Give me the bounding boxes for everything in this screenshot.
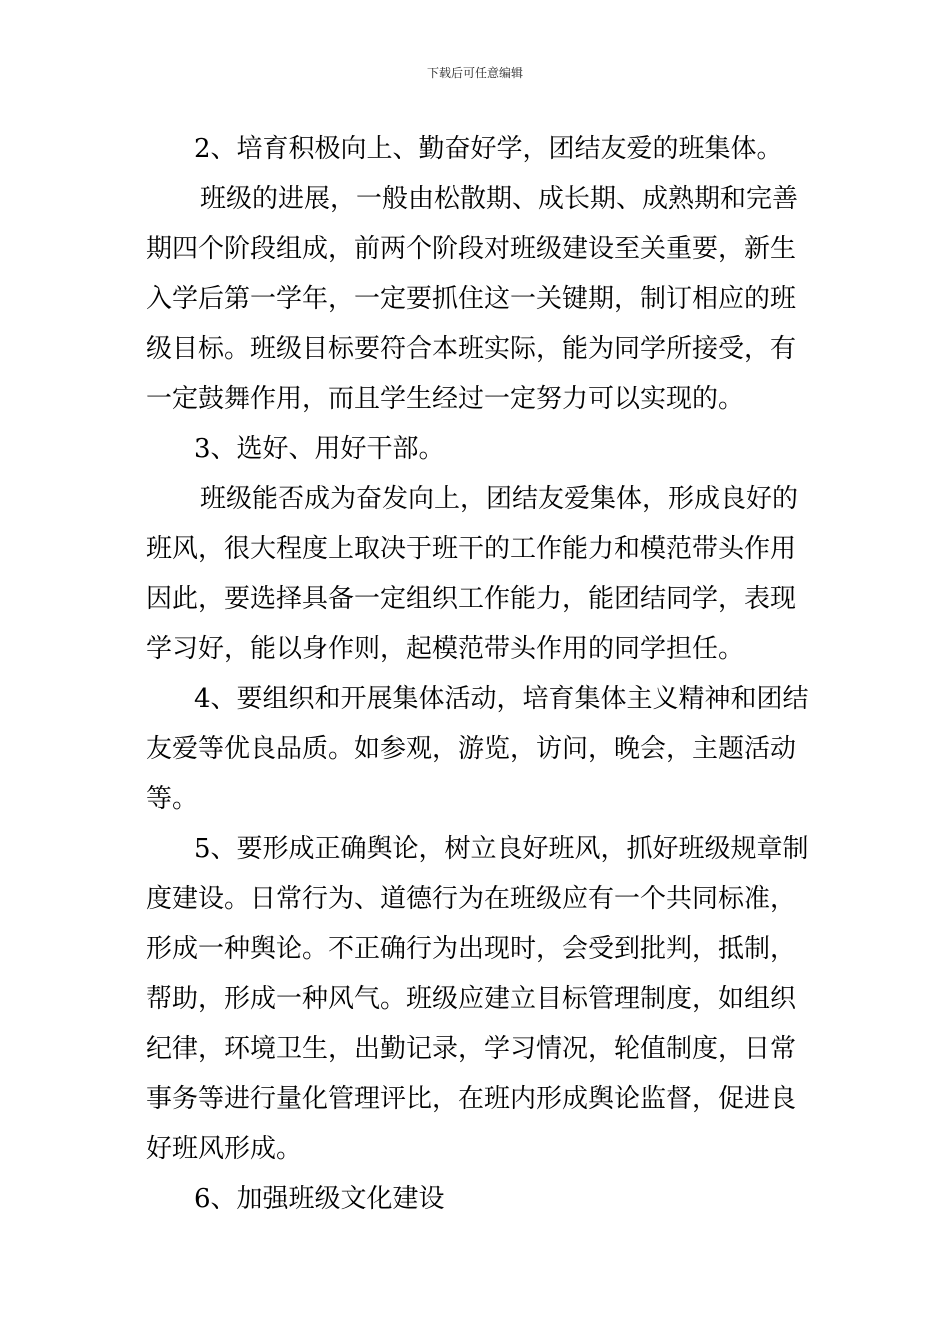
paragraph-line: 学习好，能以身作则，起模范带头作用的同学担任。 <box>146 634 745 664</box>
paragraph-line: 班风，很大程度上取决于班干的工作能力和模范带头作用 <box>146 534 797 564</box>
paragraph-line: 入学后第一学年，一定要抓住这一关键期，制订相应的班 <box>146 284 797 314</box>
paragraph-line: 等。 <box>146 784 199 814</box>
paragraph-line: 一定鼓舞作用，而且学生经过一定努力可以实现的。 <box>146 384 745 414</box>
paragraph-line: 事务等进行量化管理评比，在班内形成舆论监督，促进良 <box>146 1084 797 1114</box>
paragraph-line: 级目标。班级目标要符合本班实际，能为同学所接受，有 <box>146 334 797 364</box>
paragraph-line: 因此，要选择具备一定组织工作能力，能团结同学，表现 <box>146 584 797 614</box>
paragraph-line: 度建设。日常行为、道德行为在班级应有一个共同标准， <box>146 884 797 914</box>
paragraph-heading-3: 3、选好、用好干部。 <box>194 434 445 464</box>
paragraph-line: 形成一种舆论。不正确行为出现时，会受到批判，抵制， <box>146 934 797 964</box>
paragraph-line: 纪律，环境卫生，出勤记录，学习情况，轮值制度，日常 <box>146 1034 797 1064</box>
paragraph-line: 期四个阶段组成，前两个阶段对班级建设至关重要，新生 <box>146 234 797 264</box>
document-body <box>146 124 818 1224</box>
paragraph-line: 班级能否成为奋发向上，团结友爱集体，形成良好的 <box>200 484 799 514</box>
page-header: 下载后可任意编辑 <box>426 66 523 80</box>
paragraph-heading-4: 4、要组织和开展集体活动，培育集体主义精神和团结 <box>194 684 809 714</box>
paragraph-heading-2: 2、培育积极向上、勤奋好学，团结友爱的班集体。 <box>194 134 783 164</box>
paragraph-line: 帮助，形成一种风气。班级应建立目标管理制度，如组织 <box>146 984 797 1014</box>
paragraph-line: 班级的进展，一般由松散期、成长期、成熟期和完善 <box>200 184 799 214</box>
paragraph-heading-6: 6、加强班级文化建设 <box>194 1184 445 1214</box>
paragraph-heading-5: 5、要形成正确舆论，树立良好班风，抓好班级规章制 <box>194 834 809 864</box>
paragraph-line: 好班风形成。 <box>146 1134 303 1164</box>
paragraph-line: 友爱等优良品质。如参观，游览，访问，晚会，主题活动 <box>146 734 797 764</box>
